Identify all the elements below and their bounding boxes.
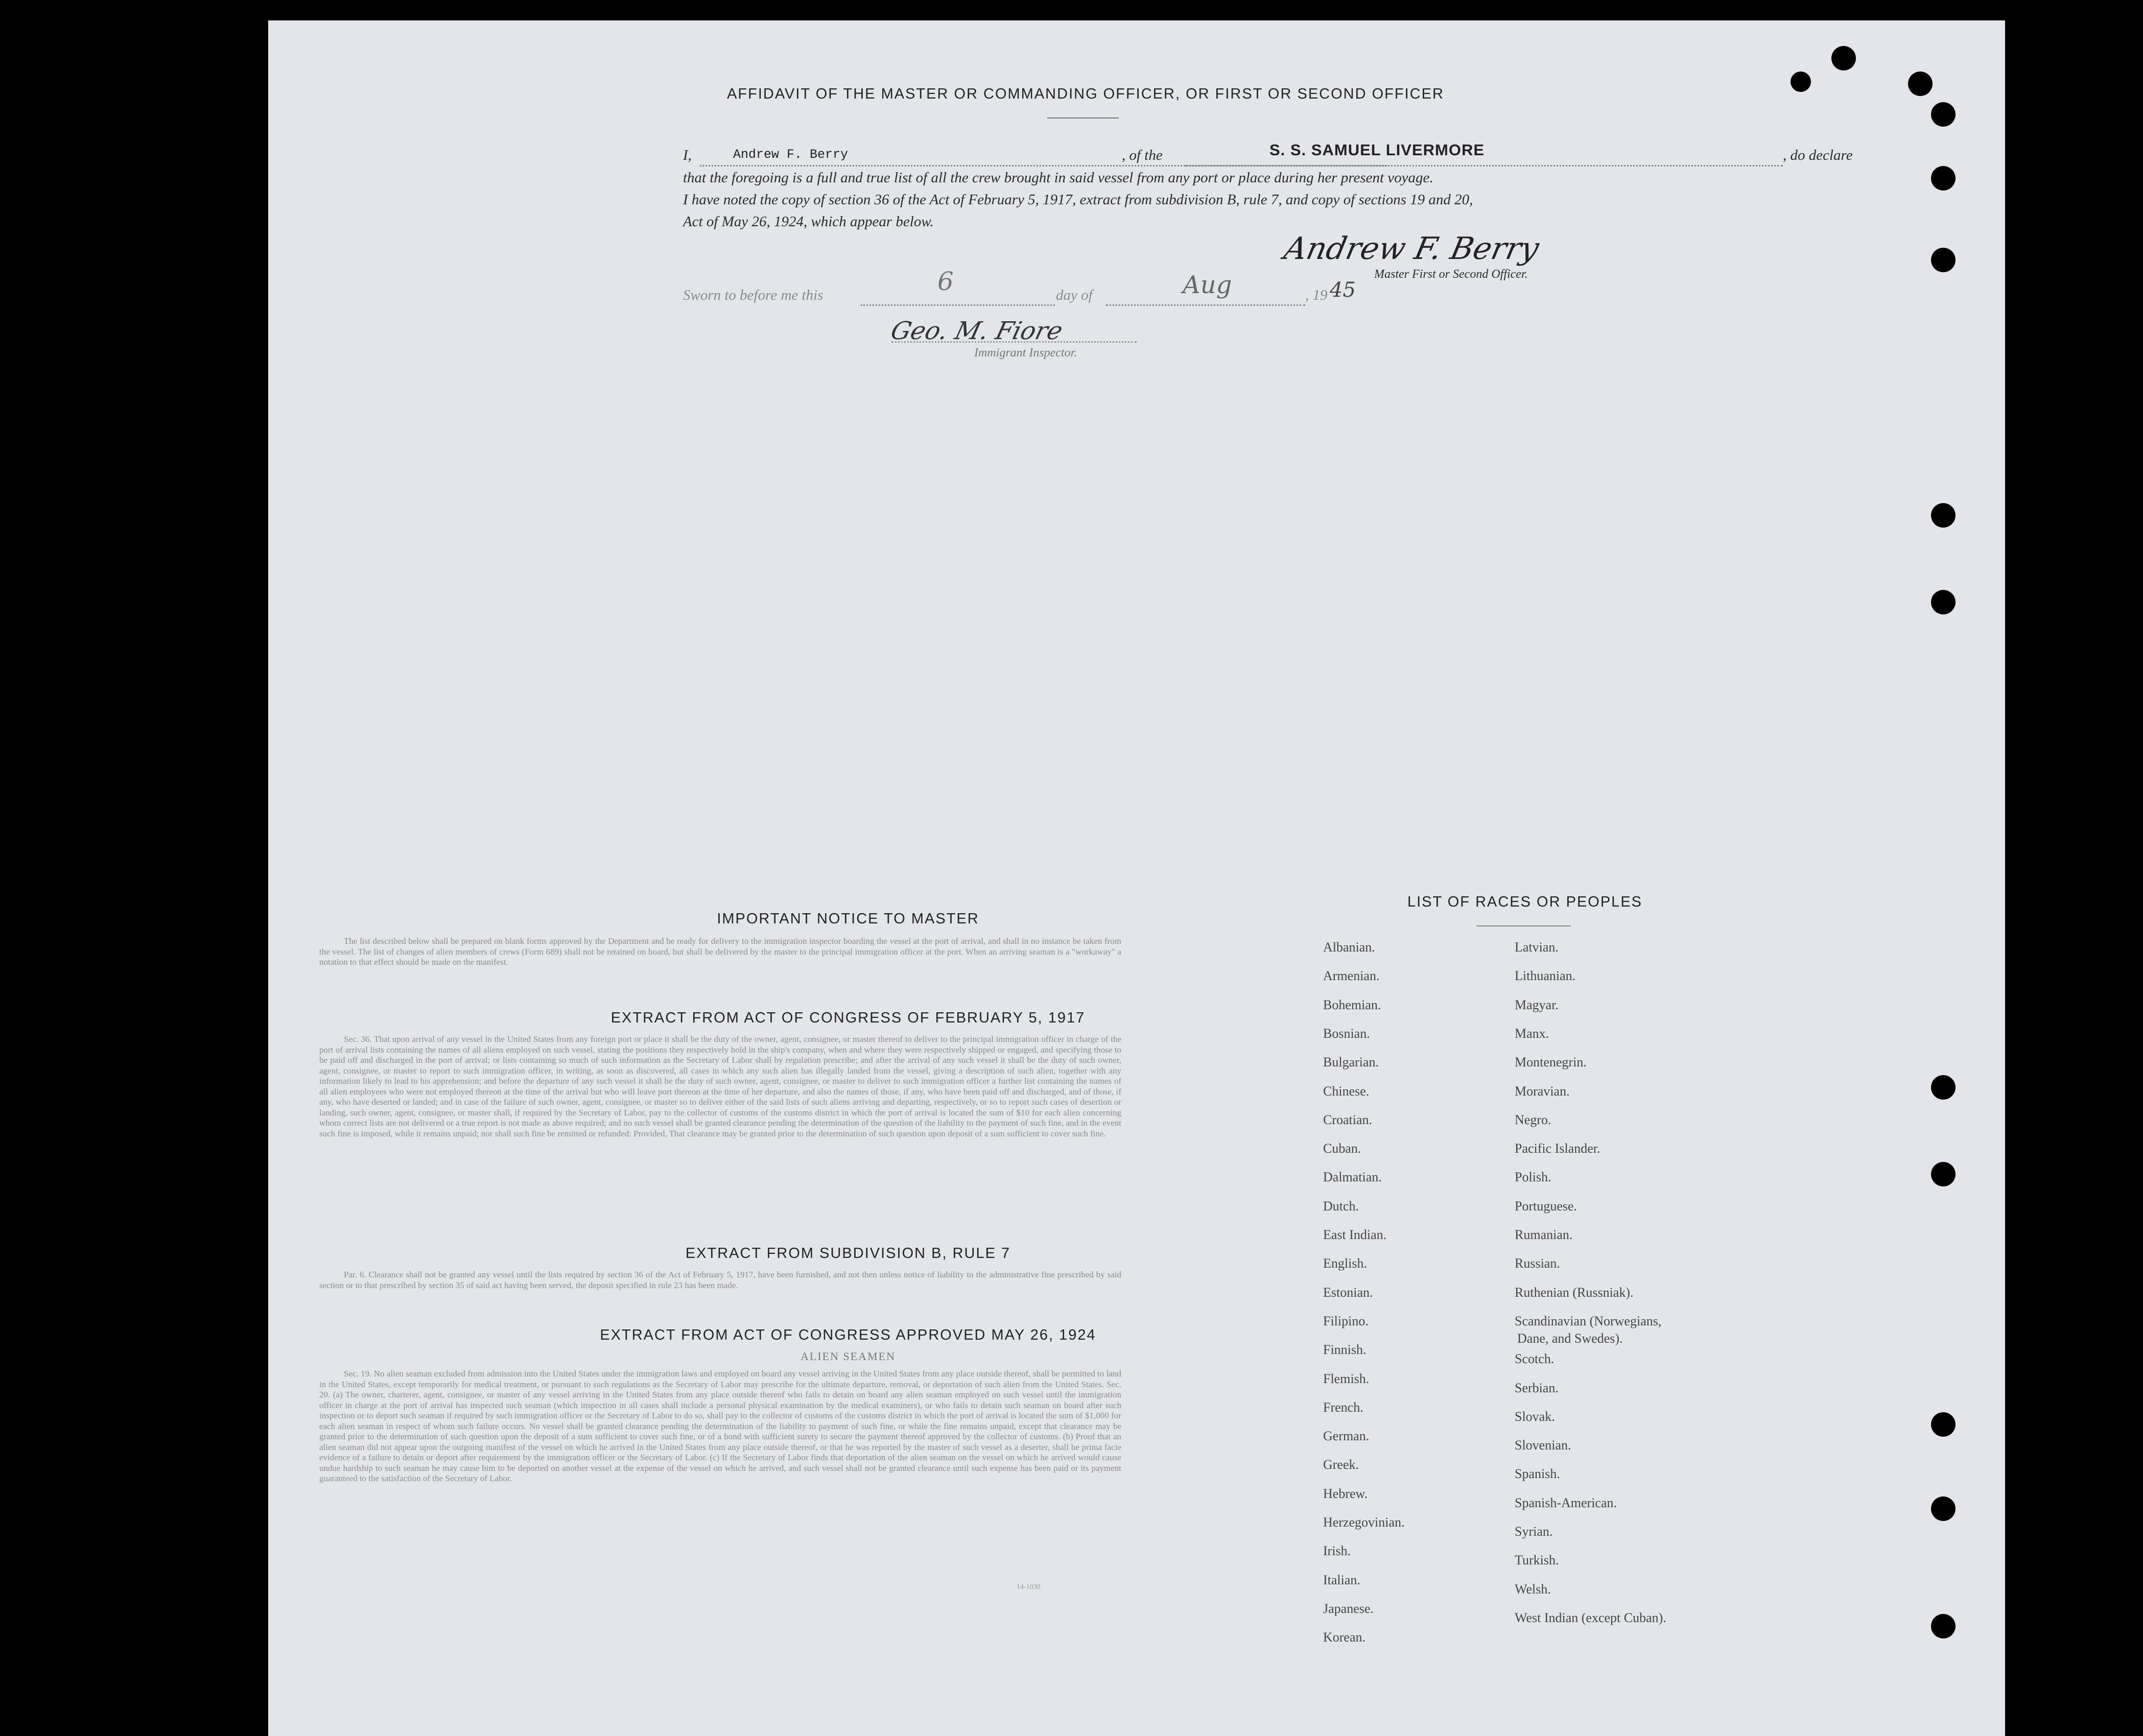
race-item: Rumanian.: [1515, 1227, 1573, 1242]
race-item: Dane, and Swedes).: [1517, 1330, 1623, 1346]
sworn-month: Aug: [1183, 271, 1232, 299]
year-label: , 19: [1305, 287, 1328, 303]
declare-label: , do declare: [1783, 147, 1853, 163]
punch-hole: [1931, 1496, 1956, 1521]
punch-hole: [1931, 1162, 1956, 1186]
race-item: Hebrew.: [1323, 1486, 1368, 1501]
race-item: Greek.: [1323, 1457, 1359, 1472]
sworn-day: 6: [937, 267, 954, 296]
sworn-month-field: [1106, 304, 1305, 306]
punch-hole: [1931, 166, 1956, 191]
rule-7-title: EXTRACT FROM SUBDIVISION B, RULE 7: [685, 1245, 1011, 1262]
race-item: Cuban.: [1323, 1141, 1361, 1156]
race-item: Moravian.: [1515, 1083, 1570, 1099]
race-item: Montenegrin.: [1515, 1055, 1587, 1070]
inspector-caption: Immigrant Inspector.: [974, 346, 1077, 360]
inspector-field: [891, 341, 1137, 343]
race-item: Scotch.: [1515, 1351, 1555, 1367]
affidavit-title: AFFIDAVIT OF THE MASTER OR COMMANDING OFFICER, OR FIRST OR SECOND OFFICER: [727, 86, 1444, 102]
race-item: Albanian.: [1323, 940, 1375, 955]
inspector-signature: Geo. M. Fiore: [888, 317, 1066, 345]
extract-1917-title: EXTRACT FROM ACT OF CONGRESS OF FEBRUARY 5, 1917: [610, 1010, 1086, 1026]
race-item: Manx.: [1515, 1026, 1549, 1041]
race-item: Dalmatian.: [1323, 1170, 1382, 1185]
race-item: Lithuanian.: [1515, 968, 1576, 984]
race-item: Dutch.: [1323, 1198, 1359, 1214]
race-item: Negro.: [1515, 1112, 1551, 1127]
vessel-field: [1185, 165, 1783, 167]
extract-1917-text: Sec. 36. That upon arrival of any vessel in the United States from any foreign port or place it shall be the duty of the owner, agent, consignee, or master thereof to deliver to the principal immigration officer in charge of the port of arrival lists containing the names of all aliens employed on such vessel, stating the positions they respectively hold in the ship's company, when and where they were respectively shipped or engaged, and specifying those to be paid off and discharged in the port of arrival; or lists containing so much of such information as the Secretary of Labor shall by regulation prescribe; and after the arrival of any such vessel it shall be the duty of such owner, agent, consignee, or master to report to such immigration officer, in writing, as soon as discovered, all cases in which any such alien has illegally landed from the vessel, giving a description of such alien, together with any information likely to lead to his apprehension; and before the departure of any such vessel it shall be the duty of such owner, agent, consignee, or master to deliver to such immigration officer a further list containing the names of all alien employees who were not employed thereon at the time of the arrival but who will leave port thereon at the time of her departure, and also the names of those, if any, who have been paid off and discharged, and of those, if any, who have deserted or landed; and in case of the failure of such owner, agent, consignee, or master so to deliver either of the said lists of such aliens arriving and departing, respectively, or so to report such cases of desertion or landing, such owner, agent, consignee, or master shall, if required by the Secretary of Labor, pay to the collector of customs of the customs district in which the port of arrival is located the sum of $10 for each alien concerning whom correct lists are not delivered or a true report is not made as above required; and no such vessel shall be granted clearance pending the determination of the question of the liability to the payment of such fine, and in the event such fine is imposed, while it remains unpaid; nor shall such fine be remitted or refunded: Provided, That clearance may be granted prior to the determination of such question upon deposit of a sum sufficient to cover such fine.: [319, 1034, 1121, 1138]
race-item: Armenian.: [1323, 968, 1380, 984]
affidavit-line-4: Act of May 26, 1924, which appear below.: [683, 213, 934, 230]
extract-1924-subtitle: ALIEN SEAMEN: [800, 1350, 896, 1363]
race-item: Magyar.: [1515, 997, 1559, 1012]
document-page: [268, 20, 2005, 1736]
race-item: Spanish.: [1515, 1466, 1560, 1482]
punch-hole: [1931, 102, 1956, 127]
race-item: Slovenian.: [1515, 1438, 1571, 1453]
punch-hole: [1908, 72, 1933, 96]
race-item: Bohemian.: [1323, 997, 1381, 1012]
race-item: Bulgarian.: [1323, 1055, 1379, 1070]
day-of-label: day of: [1056, 287, 1093, 303]
race-item: Portuguese.: [1515, 1198, 1577, 1214]
punch-hole: [1931, 248, 1956, 272]
sworn-label: Sworn to before me this: [683, 287, 823, 303]
i-label: I,: [683, 147, 692, 163]
of-the-label: , of the: [1119, 147, 1166, 164]
race-item: Filipino.: [1323, 1313, 1369, 1328]
race-item: Russian.: [1515, 1256, 1560, 1271]
race-item: Polish.: [1515, 1170, 1551, 1185]
race-item: German.: [1323, 1429, 1370, 1444]
race-item: Spanish-American.: [1515, 1495, 1617, 1510]
race-item: French.: [1323, 1399, 1363, 1415]
punch-hole: [1931, 1075, 1956, 1100]
year-suffix: 45: [1330, 278, 1356, 302]
race-item: Scandinavian (Norwegians,: [1515, 1313, 1662, 1328]
extract-1924-text: Sec. 19. No alien seaman excluded from admission into the United States under the immigration laws and employed on board any vessel arriving in the United States from any place outside thereof, shall be permitted to land in the United States, except temporarily for medical treatment, or pursuant to such regulations as the Secretary of Labor may prescribe for the ultimate departure, removal, or deportation of such alien from the United States. Sec. 20. (a) The owner, charterer, agent, consignee, or master of any vessel arriving in the United States from any place outside thereof who fails to detain on board any alien seaman employed on such vessel until the immigration officer in charge at the port of arrival has inspected such seaman (which inspection in all cases shall include a personal physical examination by the medical examiners), or who fails to detain such seaman on board after such inspection or to deport such seaman if required by such immigration officer or the Secretary of Labor to do so, shall pay to the collector of customs of the customs district in which the port of arrival is located the sum of $1,000 for each alien seaman in respect of whom such failure occurs. No vessel shall be granted clearance pending the determination of the liability to payment of such fine, or while the fine remains unpaid, except that clearance may be granted prior to the determination of such question upon the deposit of a sum sufficient to cover such fine, or of a bond with sufficient surety to secure the payment thereof approved by the collector of customs. (b) Proof that an alien seaman did not appear upon the outgoing manifest of the vessel on which he arrived in the United States from any place outside thereof, or that he was reported by the master of such vessel as a deserter, shall be prima facie evidence of a failure to detain or deport after requirement by the immigration officer or the Secretary of Labor. (c) If the Secretary of Labor finds that deportation of the alien seaman on the vessel on which he arrived would cause undue hardship to such seaman he may cause him to be deported on another vessel at the expense of the vessel on which he arrived, and such vessel shall not be granted clearance until such expense has been paid or its payment guaranteed to the satisfaction of the Secretary of Labor.: [319, 1369, 1121, 1483]
race-item: Bosnian.: [1323, 1026, 1370, 1041]
race-item: Pacific Islander.: [1515, 1141, 1600, 1156]
punch-hole: [1791, 72, 1811, 92]
race-item: Serbian.: [1515, 1380, 1559, 1395]
race-item: English.: [1323, 1256, 1367, 1271]
notice-title: IMPORTANT NOTICE TO MASTER: [717, 911, 979, 927]
races-title-underline: [1476, 925, 1571, 926]
race-item: East Indian.: [1323, 1227, 1387, 1242]
race-item: Croatian.: [1323, 1112, 1373, 1127]
race-item: Chinese.: [1323, 1083, 1370, 1099]
rule-7-text: Par. 6. Clearance shall not be granted any vessel until the lists required by section 36 of the Act of February 5, 1917, have been furnished, and not then unless notice of liability to the administrative fine prescribed by said section or to that prescribed by section 35 of said act having been served, the deposit specified in rule 23 has been made.: [319, 1270, 1121, 1290]
race-item: Herzegovinian.: [1323, 1515, 1405, 1530]
punch-hole: [1931, 1412, 1956, 1437]
race-item: Estonian.: [1323, 1285, 1373, 1300]
race-item: Flemish.: [1323, 1371, 1370, 1386]
notice-text: The list described below shall be prepared on blank forms approved by the Department and be ready for delivery to the immigration inspector boarding the vessel at the port of arrival, and shall in no instance be taken from the vessel. The list of changes of alien members of crews (Form 689) shall not be retained on board, but shall be delivered by the master to the principal immigration officer at the port. When an arriving seaman is a "workaway" a notation to that effect should be made on the manifest.: [319, 936, 1121, 967]
race-item: Syrian.: [1515, 1524, 1553, 1539]
punch-hole: [1931, 590, 1956, 614]
affidavit-line-3: I have noted the copy of section 36 of the Act of February 5, 1917, extract from subdivision B, rule 7, and copy of sections 19 and 20,: [683, 192, 1473, 208]
punch-hole: [1931, 503, 1956, 528]
punch-hole: [1931, 1614, 1956, 1638]
race-item: Turkish.: [1515, 1553, 1559, 1568]
punch-hole: [1831, 46, 1856, 70]
extract-1924-title: EXTRACT FROM ACT OF CONGRESS APPROVED MAY 26, 1924: [600, 1327, 1096, 1343]
sworn-day-field: [861, 304, 1055, 306]
affidavit-line-2: that the foregoing is a full and true list of all the crew brought in said vessel from any port or place during her present voyage.: [683, 170, 1433, 186]
title-underline: [1047, 117, 1119, 118]
vessel-name: S. S. SAMUEL LIVERMORE: [1269, 141, 1485, 159]
race-item: Welsh.: [1515, 1581, 1551, 1597]
signature-caption: Master First or Second Officer.: [1374, 268, 1528, 281]
race-item: Slovak.: [1515, 1409, 1555, 1424]
race-item: Korean.: [1323, 1630, 1366, 1645]
master-name: Andrew F. Berry: [733, 147, 849, 162]
form-number: 14-1030: [1017, 1583, 1041, 1591]
race-item: Latvian.: [1515, 940, 1559, 955]
race-item: Japanese.: [1323, 1601, 1374, 1616]
race-item: Irish.: [1323, 1543, 1351, 1559]
race-item: Ruthenian (Russniak).: [1515, 1285, 1634, 1300]
race-item: West Indian (except Cuban).: [1515, 1610, 1666, 1625]
race-item: Finnish.: [1323, 1342, 1367, 1358]
race-item: Italian.: [1323, 1572, 1360, 1587]
races-title: LIST OF RACES OR PEOPLES: [1407, 894, 1643, 910]
master-signature: Andrew F. Berry: [1281, 231, 1542, 267]
